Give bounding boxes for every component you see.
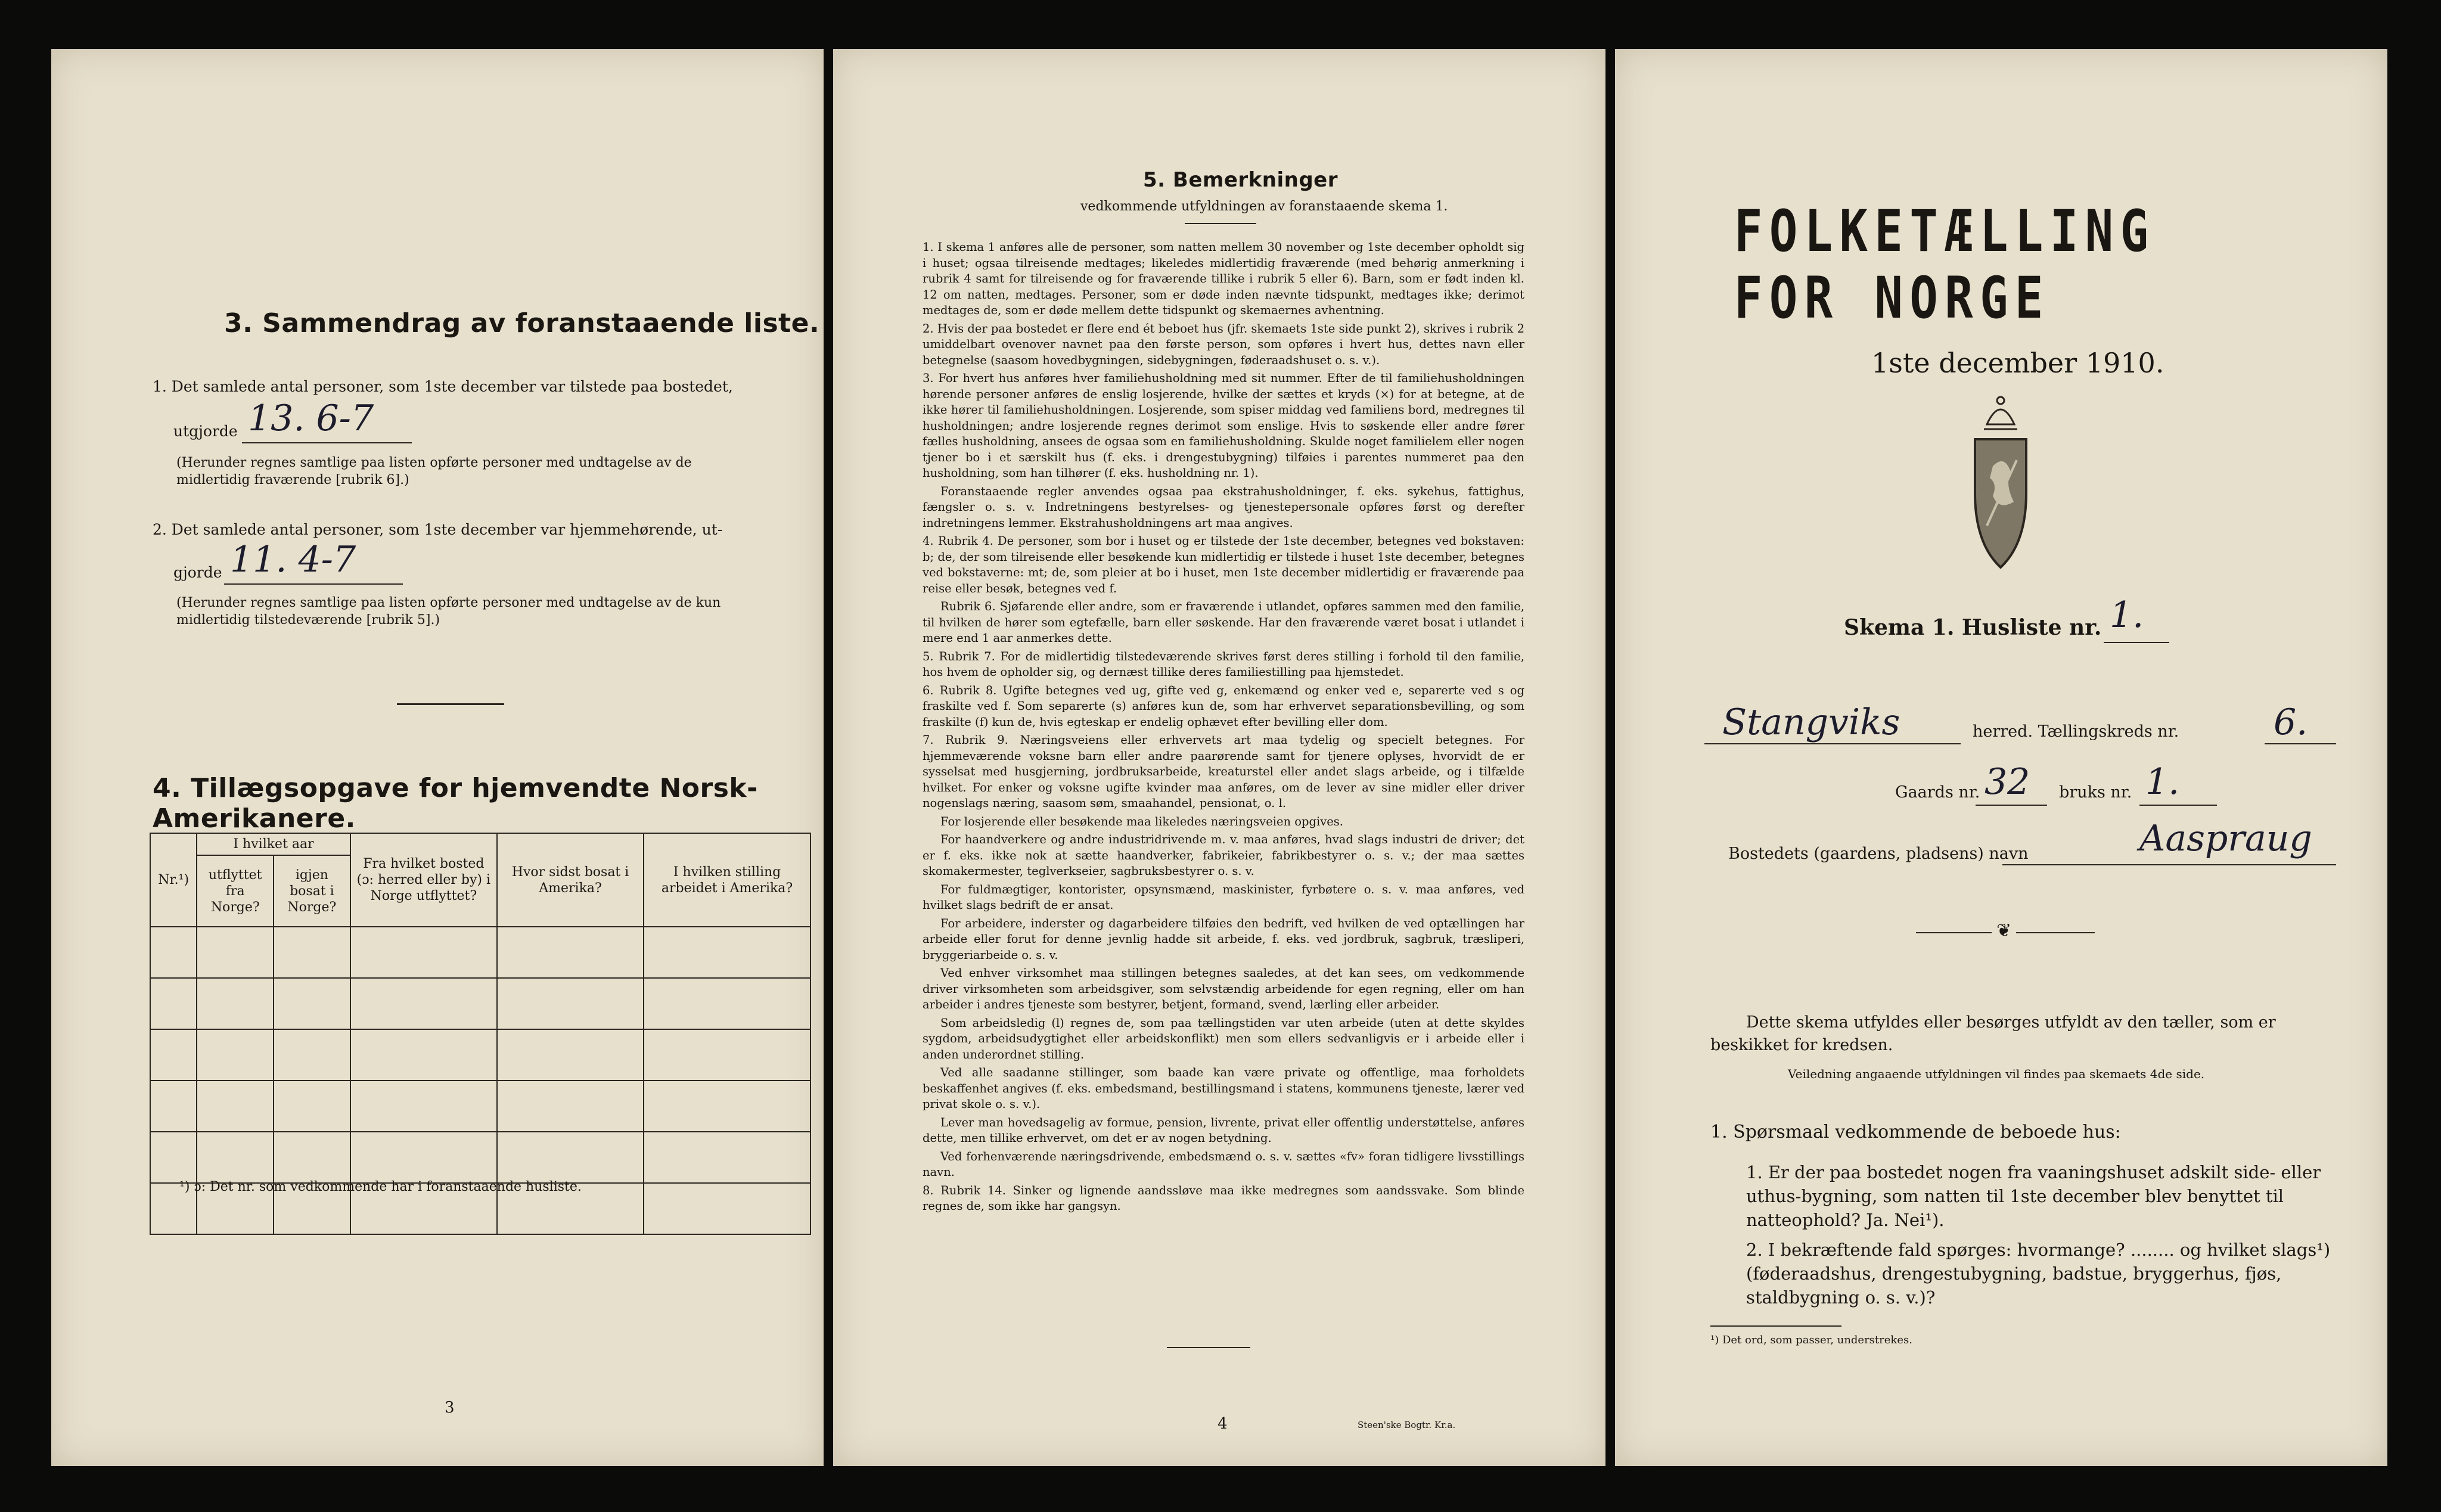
section-divider (397, 703, 504, 705)
remark-item: Foranstaaende regler anvendes ogsaa paa ekstrahusholdninger, f. eks. sykehus, fattighus, fængsler o. s. v. Indretningens bestyrelses- og tjenestepersonale opføres først og derefter indretningens lemmer. Ekstrahusholdningens art maa angives. (923, 484, 1524, 530)
item1-label: utgjorde (173, 423, 238, 440)
remark-item: 5. Rubrik 7. For de midlertidig tilstedeværende skrives først deres stilling i forhold til den familie, hos hvem de opholder sig, og dernæst tillike deres familiestilling paa hjemstedet. (923, 649, 1524, 679)
right-page (1615, 49, 2387, 1466)
remark-item: 8. Rubrik 14. Sinker og lignende aandssløve maa ikke medregnes som aandssvake. Som blinde regnes de, som ikke har gangsyn. (923, 1183, 1524, 1213)
table-row (150, 1132, 810, 1183)
bosted-value: Aaspraug (2139, 818, 2312, 859)
intro-text: Dette skema utfyldes eller besørges utfyldt av den tæller, som er beskikket for kredsen. (1710, 1013, 2276, 1054)
remark-item: Lever man hovedsagelig av formue, pension, livrente, privat eller offentlig understøttelse, anføres dette, men tillike erhvervet, om det er av nogen betydning. (923, 1115, 1524, 1145)
item1-note: (Herunder regnes samtlige paa listen opførte personer med undtagelse av de midlertidig fraværende [rubrik 6].) (176, 455, 692, 488)
skema-value: 1. (2110, 594, 2144, 636)
herred-underline (1704, 743, 1961, 744)
form-title: FOLKETÆLLING FOR NORGE (1734, 198, 2156, 331)
section3-title: 3. Sammendrag av foranstaaende liste. (224, 308, 820, 339)
form-date: 1ste december 1910. (1871, 347, 2164, 379)
col-stilling: I hvilken stilling arbeidet i Amerika? (644, 833, 810, 927)
table-row (150, 978, 810, 1029)
remarks-title: 5. Bemerkninger (1143, 168, 1338, 192)
item2-value: 11. 4-7 (230, 539, 356, 580)
item1-text: 1. Det samlede antal personer, som 1ste december var tilstede paa bostedet, (153, 378, 733, 395)
remark-item: For arbeidere, inderster og dagarbeidere tilføies den bedrift, ved hvilken de ved optællingen har arbeide eller forut for denne jevnlig hadde sit arbeide, f. eks. ved jordbruk, sagbruk, træsliperi, bryggeriarbeide o. s. v. (923, 916, 1524, 962)
remark-item: For haandverkere og andre industridrivende m. v. maa anføres, hvad slags industri de driver; det er f. eks. ikke nok at sætte haandverker, fabrikeier, fabrikbestyrer o. s. v.; der maa sættes skomakermester, teglverkseier, sagbruksbestyrer o. s. v. (923, 833, 1524, 878)
bruks-value: 1. (2145, 761, 2180, 803)
page-number: 3 (445, 1399, 455, 1417)
ornament-icon: ❦ (1992, 920, 2016, 941)
table-row (150, 927, 810, 978)
remark-item: Som arbeidsledig (l) regnes de, som paa tællingstiden var uten arbeide (uten at dette skyldes sygdom, arbeidsudygtighet eller arbeidskonflikt) men som ellers sedvanligvis er i arbeide eller i anden underordnet stilling. (923, 1016, 1524, 1061)
skema-underline (2104, 642, 2169, 643)
remark-item: Ved enhver virksomhet maa stillingen betegnes saaledes, at det kan sees, om vedkommende driver virksomheten som arbeidsgiver, som selvstændig arbeidende for egen regning, eller om han arbeider i andres tjeneste som bestyrer, betjent, formand, svend, lærling eller arbeider. (923, 966, 1524, 1011)
remark-item: 4. Rubrik 4. De personer, som bor i huset og er tilstede der 1ste december, betegnes ved bokstaven: b; de, der som tilreisende eller besøkende kun midlertidig er tilstede i huset 1ste december, betegnes ved bokstaverne: mt; de, som pleier at bo i huset, men 1ste december midlertidig er fraværende paa reise eller besøk, betegnes ved f. (923, 534, 1524, 595)
remark-item: 2. Hvis der paa bostedet er flere end ét beboet hus (jfr. skemaets 1ste side punkt 2), skrives i rubrik 2 umiddelbart ovenover navnet paa den første person, som opføres i hvert hus, dettes navn eller betegnelse (saasom hovedbygningen, sidebygningen, føderaadshuset o. s. v.). (923, 321, 1524, 367)
printer-mark: Steen'ske Bogtr. Kr.a. (1358, 1420, 1456, 1430)
remark-item: 1. I skema 1 anføres alle de personer, som natten mellem 30 november og 1ste december opholdt sig i huset; ogsaa tilreisende medtages; likeledes midlertidig fraværende (med behørig anmerkning i rubrik 4 samt for tilreisende og for fraværende tillike i rubrik 5 eller 6). Barn, som er født inden kl. 12 om natten, medtages. Personer, som er døde inden nævnte tidspunkt, medtages ikke; derimot medtages de, som er døde mellem dette tidspunkt og skemaernes avhentning. (923, 240, 1524, 317)
question1-2: 2. I bekræftende fald spørges: hvormange? ........ og hvilket slags¹) (føderaadshus, drengestubygning, badstue, bryggerhus, fjøs, staldbygning o. s. v.)? (1746, 1240, 2331, 1308)
remark-item: 6. Rubrik 8. Ugifte betegnes ved ug, gifte ved g, enkemænd og enker ved e, separerte ved s og fraskilte ved f. Som separerte (s) anføres kun de, som har erhvervet separationsbevilling, og som fraskilte (f) kun de, hvis egteskap er endelig ophævet efter bevilling eller dom. (923, 683, 1524, 729)
remark-item: For fuldmægtiger, kontorister, opsynsmænd, maskinister, fyrbøtere o. s. v. maa anføres, ved hvilket slags bedrift de er ansat. (923, 882, 1524, 912)
bosted-underline (2002, 864, 2336, 865)
col-igjen-bosat: igjen bosat i Norge? (274, 855, 350, 927)
col-bosted: Fra hvilket bosted (ɔ: herred eller by) i Norge utflyttet? (350, 833, 497, 927)
item2-underline (224, 583, 403, 585)
section4-title: 4. Tillægsopgave for hjemvendte Norsk-Amerikanere. (153, 773, 758, 834)
bosted-label: Bostedets (gaardens, pladsens) navn (1728, 845, 2029, 863)
bruks-underline (2139, 805, 2217, 806)
remarks-list (923, 240, 1524, 1217)
end-divider (1167, 1347, 1250, 1348)
left-footnote: ¹) ɔ: Det nr. som vedkommende har i foranstaaende husliste. (179, 1179, 582, 1194)
remark-item: Ved forhenværende næringsdrivende, embedsmænd o. s. v. sættes «fv» foran tidligere livsstillings navn. (923, 1149, 1524, 1179)
remark-item: For losjerende eller besøkende maa likeledes næringsveien opgives. (940, 814, 1343, 828)
table-row (150, 1081, 810, 1132)
gaards-label: Gaards nr. (1895, 783, 1980, 802)
footnote-rule (1710, 1325, 1841, 1327)
bruks-label: bruks nr. (2059, 783, 2132, 802)
kreds-value: 6. (2274, 701, 2308, 743)
remark-item: 3. For hvert hus anføres hver familiehusholdning med sit nummer. Efter de til familiehusholdningen hørende personer anføres de enslig losjerende, hvilke der sættes et kryds (×) for at betegne, at de ikke hører til familiehusholdningen. Losjerende, som spiser middag ved familiens bord, medregnes til husholdningen; andre losjerende regnes derimot som enslige. Hvis to søskende eller andre fører fælles husholdning, ansees de ogsaa som en familiehusholdning. Skulde noget familielem eller nogen tjener bo i et særskilt hus (f. eks. i drengestubygning) tilføies i parentes nummeret paa den husholdning, som han tilhører (f. eks. husholdning nr. 1). (923, 371, 1524, 480)
right-footnote: ¹) Det ord, som passer, understrekes. (1710, 1334, 1912, 1346)
col-group-year: I hvilket aar (197, 833, 350, 855)
herred-label: herred. Tællingskreds nr. (1973, 722, 2179, 741)
norsk-amerikanere-table (150, 833, 811, 1235)
col-sidst-bosat: Hvor sidst bosat i Amerika? (497, 833, 644, 927)
gaards-value: 32 (1985, 761, 2030, 803)
col-nr: Nr.¹) (150, 833, 197, 927)
gaards-underline (1976, 805, 2047, 806)
item2-note: (Herunder regnes samtlige paa listen opførte personer med undtagelse av de kun midlertidig tilstedeværende [rubrik 5].) (176, 595, 721, 628)
remark-item: Rubrik 6. Sjøfarende eller andre, som er fraværende i utlandet, opføres sammen med den familie, til hvilken de hører som egtefælle, barn eller søskende. Har den fraværende været bosat i utlandet i mere end 1 aar anmerkes dette. (923, 600, 1524, 645)
herred-value: Stangviks (1722, 701, 1900, 743)
guide-text: Veiledning angaaende utfyldningen vil findes paa skemaets 4de side. (1788, 1067, 2205, 1081)
page-number: 4 (1218, 1415, 1228, 1433)
left-page (51, 49, 824, 1466)
question1-1: 1. Er der paa bostedet nogen fra vaaningshuset adskilt side- eller uthus-bygning, som natten til 1ste december blev benyttet til natteophold? Ja. Nei¹). (1746, 1162, 2321, 1230)
col-utflyttet: utflyttet fra Norge? (197, 855, 274, 927)
item2-text: 2. Det samlede antal personer, som 1ste december var hjemmehørende, ut- (153, 521, 723, 538)
table-row (150, 1029, 810, 1081)
remark-item: 7. Rubrik 9. Næringsveiens eller erhvervets art maa tydelig og specielt betegnes. For hjemmeværende voksne barn eller andre paarørende samt for tjenere oplyses, hvorvidt de er sysselsat med husgjerning, jordbruksarbeide, kreaturstel eller andet slags arbeide, og i tilfælde hvilket. For enker og voksne ugifte kvinder maa anføres, om de lever av sine midler eller driver nogenslags næring, saasom søm, smaahandel, pensionat, o. l. (923, 733, 1524, 810)
item2-label: gjorde (173, 564, 222, 581)
remark-item: Ved alle saadanne stillinger, som baade kan være private og offentlige, maa forholdets beskaffenhet angives (f. eks. embedsmand, bestillingsmand i statens, kommunens tjeneste, lærer ved privat skole o. s. v.). (923, 1066, 1524, 1111)
skema-label: Skema 1. Husliste nr. (1844, 615, 2102, 640)
middle-page (833, 49, 1605, 1466)
question1-title: 1. Spørsmaal vedkommende de beboede hus: (1710, 1122, 2121, 1142)
item1-underline (242, 442, 412, 443)
coat-of-arms-icon (1963, 383, 2038, 579)
remarks-subtitle: vedkommende utfyldningen av foranstaaende skema 1. (1080, 199, 1448, 214)
item1-value: 13. 6-7 (248, 398, 374, 439)
subtitle-divider (1185, 223, 1256, 224)
kreds-underline (2265, 743, 2336, 744)
